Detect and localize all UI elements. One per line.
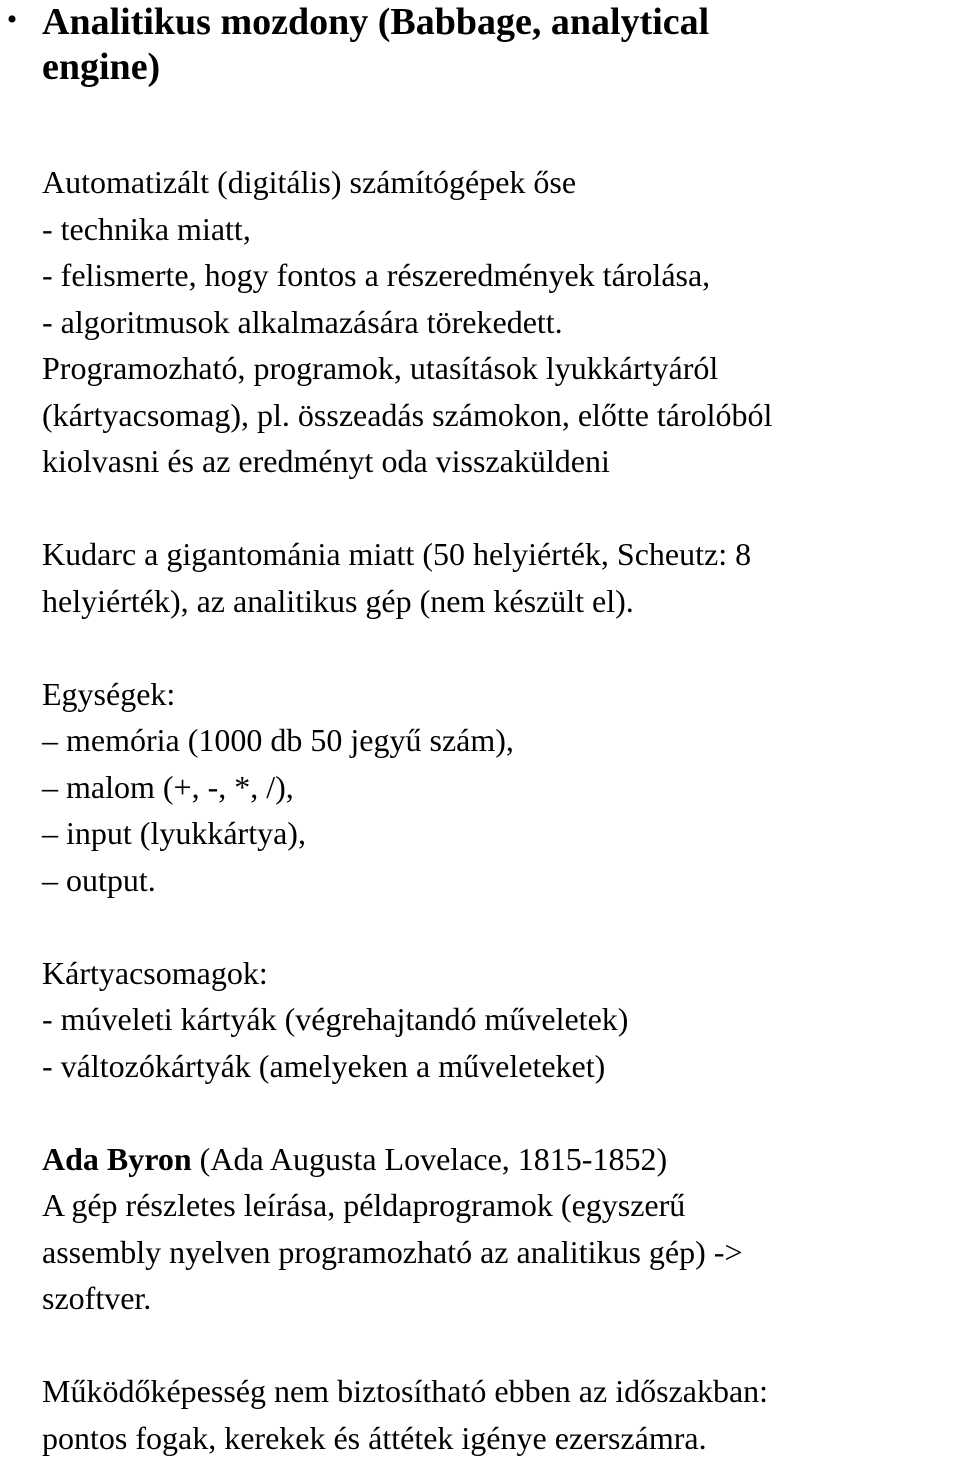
spacer (42, 1089, 956, 1136)
card-decks-item: - múveleti kártyák (végrehajtandó műveletek) (42, 996, 956, 1043)
failure-paragraph (42, 531, 956, 624)
text-line: Programozható, programok, utasítások lyukkártyáról (42, 345, 956, 392)
spacer (42, 903, 956, 950)
title-line-1: Analitikus mozdony (Babbage, analytical (42, 0, 956, 45)
units-section (42, 671, 956, 904)
spacer (42, 485, 956, 532)
card-decks-heading: Kártyacsomagok: (42, 950, 956, 997)
intro-paragraph (42, 159, 956, 485)
text-line: A gép részletes leírása, példaprogramok (egyszerű (42, 1182, 956, 1229)
card-decks-item: - változókártyák (amelyeken a műveleteket) (42, 1043, 956, 1090)
ada-name: Ada Byron (42, 1141, 192, 1177)
text-line: (kártyacsomag), pl. összeadás számokon, előtte tárolóból (42, 392, 956, 439)
spacer (42, 90, 956, 159)
ada-heading-line (42, 1136, 956, 1183)
text-line: assembly nyelven programozható az analitikus gép) -> (42, 1229, 956, 1276)
title-line-2: engine) (42, 45, 956, 90)
card-decks-section (42, 950, 956, 1090)
text-line: Működőképesség nem biztosítható ebben az időszakban: (42, 1368, 956, 1415)
text-line: kiolvasni és az eredményt oda visszaküldeni (42, 438, 956, 485)
spacer (42, 1322, 956, 1369)
units-item: – memória (1000 db 50 jegyű szám), (42, 717, 956, 764)
text-line: szoftver. (42, 1275, 956, 1322)
text-line: - technika miatt, (42, 206, 956, 253)
units-item: – output. (42, 857, 956, 904)
units-item: – input (lyukkártya), (42, 810, 956, 857)
feasibility-paragraph (42, 1368, 956, 1461)
text-line: - algoritmusok alkalmazására törekedett. (42, 299, 956, 346)
text-line: - felismerte, hogy fontos a részeredmények tárolása, (42, 252, 956, 299)
text-line: Automatizált (digitális) számítógépek őse (42, 159, 956, 206)
text-line: Kudarc a gigantománia miatt (50 helyiérték, Scheutz: 8 (42, 531, 956, 578)
units-item: – malom (+, -, *, /), (42, 764, 956, 811)
bullet-icon: • (0, 8, 24, 32)
slide-title (42, 0, 956, 90)
spacer (42, 624, 956, 671)
slide-content (42, 0, 956, 1461)
ada-section (42, 1136, 956, 1322)
text-line: helyiérték), az analitikus gép (nem készült el). (42, 578, 956, 625)
ada-name-details: (Ada Augusta Lovelace, 1815-1852) (192, 1141, 667, 1177)
text-line: pontos fogak, kerekek és áttétek igénye ezerszámra. (42, 1415, 956, 1461)
units-heading: Egységek: (42, 671, 956, 718)
